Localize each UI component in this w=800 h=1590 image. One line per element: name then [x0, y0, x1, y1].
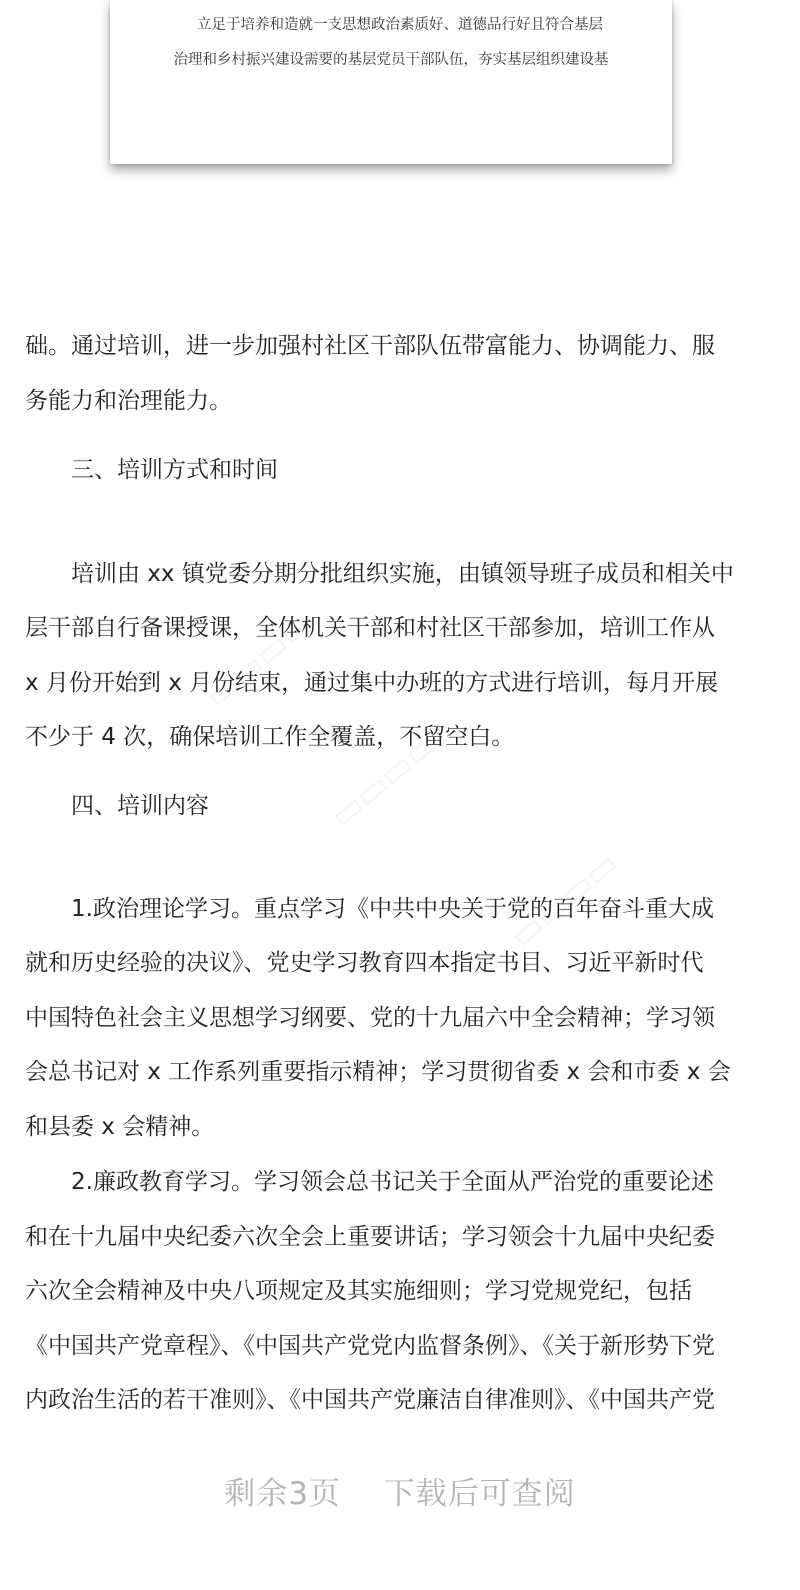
section-heading: 四、培训内容: [25, 793, 209, 819]
section-heading: 三、培训方式和时间: [25, 457, 278, 483]
body-line: 中国特色社会主义思想学习纲要、党的十九届六中全会精神；学习领: [25, 1005, 715, 1031]
body-line: 1.政治理论学习。重点学习《中共中央关于党的百年奋斗重大成: [25, 896, 714, 922]
body-line: 不少于 4 次，确保培训工作全覆盖，不留空白。: [25, 724, 515, 750]
download-to-view-label[interactable]: 下载后可查阅: [383, 1476, 576, 1512]
body-line: 《中国共产党章程》、《中国共产党党内监督条例》、《关于新形势下党: [25, 1333, 715, 1359]
preview-card: [110, 0, 672, 164]
body-line: 和在十九届中央纪委六次全会上重要讲话；学习领会十九届中央纪委: [25, 1224, 715, 1250]
body-line: 础。通过培训，进一步加强村社区干部队伍带富能力、协调能力、服: [25, 333, 715, 359]
body-line: 六次全会精神及中央八项规定及其实施细则；学习党规党纪，包括: [25, 1278, 692, 1304]
body-line: 内政治生活的若干准则》、《中国共产党廉洁自律准则》、《中国共产党: [25, 1387, 715, 1413]
body-line: 会总书记对 x 工作系列重要指示精神；学习贯彻省委 x 会和市委 x 会: [25, 1059, 731, 1085]
body-line: 和县委 x 会精神。: [25, 1114, 215, 1140]
body-line: 就和历史经验的决议》、党史学习教育四本指定书目、习近平新时代: [25, 950, 704, 976]
preview-line-1: 立足于培养和造就一支思想政治素质好、道德品行好且符合基层: [197, 17, 603, 33]
body-line: x 月份开始到 x 月份结束，通过集中办班的方式进行培训，每月开展: [25, 670, 719, 696]
download-prompt[interactable]: [0, 1468, 800, 1513]
body-line: 2.廉政教育学习。学习领会总书记关于全面从严治党的重要论述: [25, 1169, 714, 1195]
preview-line-2: 治理和乡村振兴建设需要的基层党员干部队伍，夯实基层组织建设基: [173, 52, 609, 68]
body-line: 培训由 xx 镇党委分期分批组织实施，由镇领导班子成员和相关中: [25, 561, 734, 587]
remaining-pages-label: 剩余3页: [224, 1476, 341, 1512]
body-line: 层干部自行备课授课，全体机关干部和村社区干部参加，培训工作从: [25, 615, 715, 641]
body-line: 务能力和治理能力。: [25, 388, 232, 414]
